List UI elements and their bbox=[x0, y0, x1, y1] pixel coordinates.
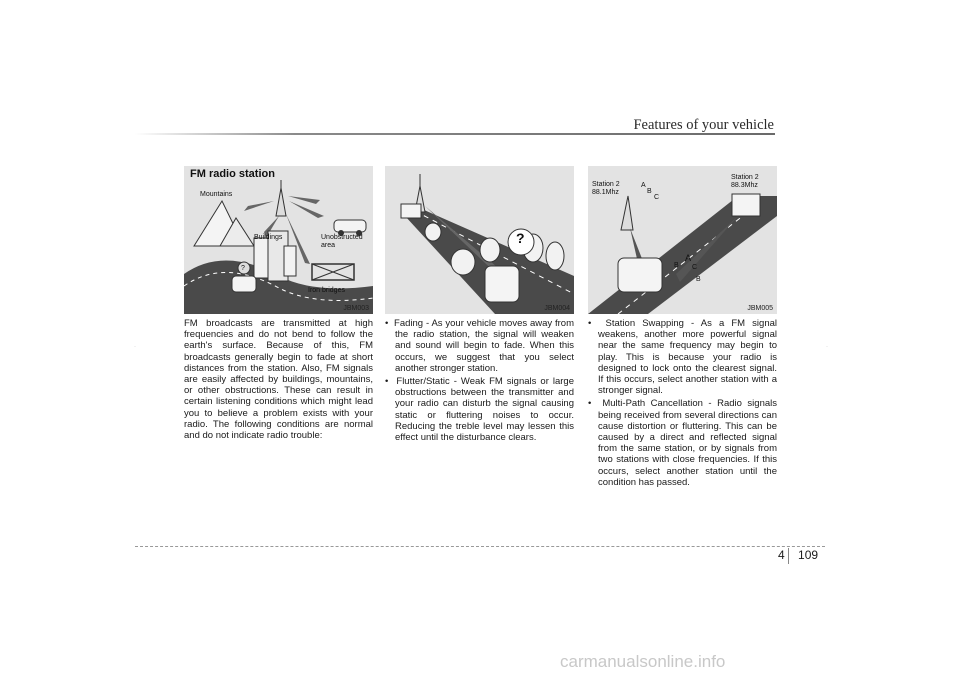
bullet-multipath-cancellation: • Multi-Path Cancellation - Radio signals being received from several directions can cause distortion or fluttering. This can be caused by a direct and reflected signal from the same station, or by signals from two stations with close frequencies. If this occurs, select another station until the condition has passed. bbox=[588, 398, 777, 488]
label-question-mark: ? bbox=[516, 230, 525, 246]
label-car-letter-b: B bbox=[674, 262, 679, 269]
header-rule bbox=[135, 133, 775, 135]
bullet-flutter-static: • Flutter/Static - Weak FM signals or large obstructions between the transmitter and your radio can disturb the signal causing static or fluttering noises to occur. Reducing the treble level may lessen this effect until the disturbance clears. bbox=[385, 376, 574, 443]
bullet-station-swapping: • Station Swapping - As a FM signal weakens, another more powerful signal near the same frequency may begin to play. This is because your radio is designed to lock onto the clearest signal. If this occurs, select another station with a stronger signal. bbox=[588, 318, 777, 396]
label-unobstructed: Unobstructed bbox=[321, 234, 363, 241]
fading-illustration bbox=[385, 166, 574, 314]
figure-code: JBM004 bbox=[544, 305, 570, 312]
label-letter-b: B bbox=[647, 188, 652, 195]
figure-fading bbox=[385, 166, 574, 314]
text-column-3 bbox=[588, 318, 777, 490]
label-letter-c: C bbox=[654, 194, 660, 201]
figure-station-swapping bbox=[588, 166, 777, 314]
figure-code: JBM005 bbox=[747, 305, 773, 312]
footer-rule bbox=[135, 546, 825, 547]
page-number-value: 109 bbox=[798, 548, 819, 562]
figure-code: JBM003 bbox=[343, 305, 369, 312]
watermark: carmanualsonline.info bbox=[560, 652, 726, 671]
label-car-letter-a: A bbox=[685, 253, 692, 263]
intro-paragraph: FM broadcasts are transmitted at high frequencies and do not bend to follow the earth's surface. Because of this, FM broadcasts generally begin to fade at short distances from the station. Also, FM signals are easily affected by buildings, mountains, or other obstructions. These can result in certain listening conditions which might lead you to believe a problem exists with your radio. The following conditions are normal and do not indicate radio trouble: bbox=[184, 318, 373, 442]
figure-title: FM radio station bbox=[190, 168, 275, 180]
text-column-1 bbox=[184, 318, 373, 441]
page-number-divider bbox=[788, 548, 789, 564]
label-station-left-name: Station 2 bbox=[592, 181, 620, 188]
margin-mark-left: · bbox=[134, 344, 136, 350]
label-letter-a: A bbox=[641, 182, 646, 189]
label-station-right-freq: 88.3Mhz bbox=[731, 182, 758, 189]
figure-fm-radio-station bbox=[184, 166, 373, 314]
running-header-title: Features of your vehicle bbox=[633, 117, 774, 133]
label-station-left-freq: 88.1Mhz bbox=[592, 189, 619, 196]
text-column-2 bbox=[385, 318, 574, 445]
label-question-mark: ? bbox=[241, 265, 245, 272]
label-station-right-name: Station 2 bbox=[731, 174, 759, 181]
bullet-fading: • Fading - As your vehicle moves away from the radio station, the signal will weaken and sound will begin to fade. When this occurs, we suggest that you select another stronger station. bbox=[385, 318, 574, 374]
chapter-number: 4 bbox=[778, 548, 785, 562]
label-car-letter-c: C bbox=[692, 264, 698, 271]
page-number bbox=[778, 548, 818, 562]
label-area: area bbox=[321, 242, 336, 249]
label-buildings: Buildings bbox=[254, 234, 283, 241]
label-car-letter-b2: B bbox=[696, 276, 701, 283]
label-iron-bridges: Iron bridges bbox=[308, 287, 345, 294]
label-mountains: Mountains bbox=[200, 191, 233, 198]
margin-mark-right: · bbox=[826, 344, 828, 350]
